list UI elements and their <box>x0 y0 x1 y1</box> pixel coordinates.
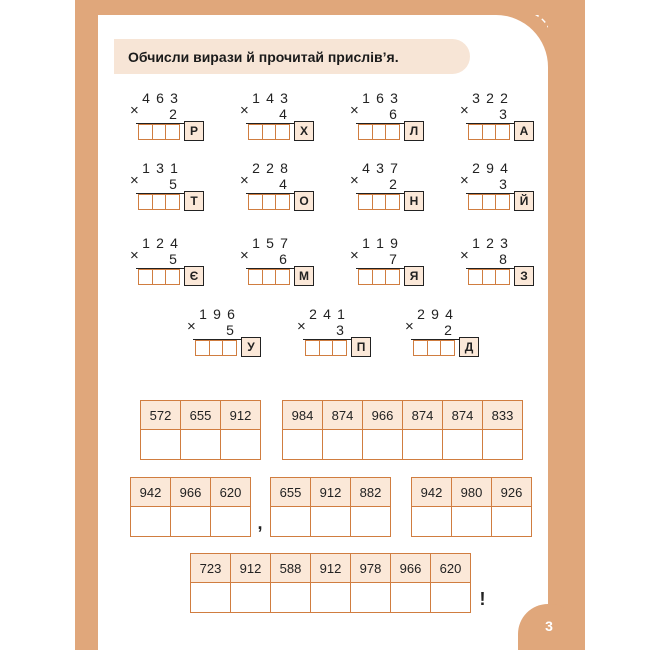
multiplicand-digit: 3 <box>376 160 384 176</box>
number-row <box>412 478 532 507</box>
letter-cell[interactable] <box>431 583 471 613</box>
times-sign: × <box>350 172 359 189</box>
answer-cells <box>358 269 399 285</box>
answer-cell[interactable] <box>222 340 237 356</box>
answer-table <box>270 477 391 537</box>
multiplicand-digit: 6 <box>376 90 384 106</box>
multiplicand-digit: 1 <box>362 235 370 251</box>
answer-table <box>140 400 261 460</box>
multiplication-problem <box>130 160 220 212</box>
times-sign: × <box>460 247 469 264</box>
answer-cell[interactable] <box>165 194 180 210</box>
multiplicand <box>250 235 290 251</box>
times-sign: × <box>130 247 139 264</box>
multiplicand-digit: 3 <box>500 235 508 251</box>
letter-row <box>412 507 532 537</box>
multiplicand <box>140 235 180 251</box>
multiplicand-digit: 1 <box>252 235 260 251</box>
times-sign: × <box>187 318 196 335</box>
answer-cells <box>138 269 179 285</box>
answer-cells <box>138 124 179 140</box>
number-cell: 620 <box>211 478 251 507</box>
letter-cell[interactable] <box>443 430 483 460</box>
letter-box: Д <box>459 337 479 357</box>
letter-cell[interactable] <box>363 430 403 460</box>
letter-cell[interactable] <box>211 507 251 537</box>
answer-cell[interactable] <box>275 194 290 210</box>
multiplicand-digit: 1 <box>362 90 370 106</box>
multiplication-problem <box>240 90 330 142</box>
letter-cell[interactable] <box>131 507 171 537</box>
multiplicand-digit: 3 <box>280 90 288 106</box>
multiplicand <box>415 306 455 322</box>
times-sign: × <box>130 172 139 189</box>
letter-cell[interactable] <box>283 430 323 460</box>
times-sign: × <box>405 318 414 335</box>
answer-cells <box>358 124 399 140</box>
number-cell: 926 <box>492 478 532 507</box>
letter-row <box>191 583 471 613</box>
multiplicand-digit: 6 <box>156 90 164 106</box>
letter-cell[interactable] <box>141 430 181 460</box>
letter-cell[interactable] <box>311 507 351 537</box>
multiplicand-digit: 2 <box>156 235 164 251</box>
times-sign: × <box>350 247 359 264</box>
multiplier: 3 <box>336 322 344 338</box>
multiplication-problem <box>350 160 440 212</box>
number-cell: 655 <box>271 478 311 507</box>
letter-cell[interactable] <box>391 583 431 613</box>
number-row <box>141 401 261 430</box>
multiplication-problem <box>187 306 277 358</box>
multiplicand-digit: 3 <box>472 90 480 106</box>
letter-box: Т <box>184 191 204 211</box>
multiplicand-digit: 2 <box>472 160 480 176</box>
multiplicand-digit: 1 <box>376 235 384 251</box>
multiplicand <box>360 90 400 106</box>
number-cell: 588 <box>271 554 311 583</box>
multiplicand-digit: 7 <box>390 160 398 176</box>
times-sign: × <box>240 102 249 119</box>
number-row <box>271 478 391 507</box>
multiplicand-digit: 2 <box>486 90 494 106</box>
letter-cell[interactable] <box>452 507 492 537</box>
multiplicand-digit: 2 <box>266 160 274 176</box>
letter-box: Н <box>404 191 424 211</box>
answer-cell[interactable] <box>495 269 510 285</box>
answer-cells <box>468 124 509 140</box>
multiplication-problem <box>405 306 495 358</box>
answer-cells <box>248 194 289 210</box>
answer-table <box>411 477 532 537</box>
multiplier: 3 <box>499 106 507 122</box>
times-sign: × <box>297 318 306 335</box>
answer-cell[interactable] <box>165 269 180 285</box>
punctuation-mark: ! <box>479 589 486 609</box>
times-sign: × <box>350 102 359 119</box>
answer-cell[interactable] <box>275 269 290 285</box>
multiplicand-digit: 2 <box>417 306 425 322</box>
number-cell: 912 <box>311 554 351 583</box>
multiplicand-digit: 3 <box>390 90 398 106</box>
answer-cells <box>248 124 289 140</box>
letter-cell[interactable] <box>492 507 532 537</box>
multiplicand-digit: 1 <box>252 90 260 106</box>
number-cell: 833 <box>483 401 523 430</box>
answer-cells <box>358 194 399 210</box>
multiplier: 6 <box>389 106 397 122</box>
multiplication-problem <box>350 235 440 287</box>
multiplicand-digit: 4 <box>362 160 370 176</box>
number-cell: 620 <box>431 554 471 583</box>
multiplicand-digit: 9 <box>390 235 398 251</box>
multiplicand-digit: 1 <box>142 160 150 176</box>
times-sign: × <box>460 102 469 119</box>
multiplier: 3 <box>499 176 507 192</box>
number-cell: 980 <box>452 478 492 507</box>
multiplicand <box>250 90 290 106</box>
letter-row <box>141 430 261 460</box>
multiplier: 2 <box>389 176 397 192</box>
answer-table <box>190 553 471 613</box>
answer-cell[interactable] <box>165 124 180 140</box>
letter-box: П <box>351 337 371 357</box>
letter-cell[interactable] <box>351 583 391 613</box>
answer-cells <box>468 269 509 285</box>
multiplicand-digit: 2 <box>486 235 494 251</box>
multiplicand-digit: 1 <box>170 160 178 176</box>
multiplicand-digit: 4 <box>266 90 274 106</box>
multiplicand-digit: 2 <box>309 306 317 322</box>
multiplier: 5 <box>169 251 177 267</box>
multiplicand-digit: 4 <box>500 160 508 176</box>
letter-cell[interactable] <box>323 430 363 460</box>
answer-cell[interactable] <box>385 124 400 140</box>
multiplicand-digit: 4 <box>142 90 150 106</box>
multiplication-problem <box>297 306 387 358</box>
number-cell: 874 <box>323 401 363 430</box>
number-cell: 978 <box>351 554 391 583</box>
multiplier: 2 <box>444 322 452 338</box>
multiplier: 2 <box>169 106 177 122</box>
letter-box: Р <box>184 121 204 141</box>
answer-cells <box>138 194 179 210</box>
letter-cell[interactable] <box>231 583 271 613</box>
multiplication-problem <box>240 160 330 212</box>
multiplicand-digit: 4 <box>323 306 331 322</box>
answer-cells <box>248 269 289 285</box>
letter-cell[interactable] <box>221 430 261 460</box>
number-row <box>283 401 523 430</box>
number-cell: 912 <box>221 401 261 430</box>
multiplicand <box>197 306 237 322</box>
multiplication-problem <box>350 90 440 142</box>
answer-cell[interactable] <box>495 124 510 140</box>
number-row <box>191 554 471 583</box>
multiplier: 5 <box>169 176 177 192</box>
number-row <box>131 478 251 507</box>
letter-box: Л <box>404 121 424 141</box>
times-sign: × <box>240 172 249 189</box>
multiplicand <box>307 306 347 322</box>
answer-cell[interactable] <box>332 340 347 356</box>
multiplicand <box>470 160 510 176</box>
multiplier: 4 <box>279 106 287 122</box>
number-cell: 966 <box>391 554 431 583</box>
answer-cell[interactable] <box>440 340 455 356</box>
instruction-banner <box>114 39 470 74</box>
number-cell: 966 <box>363 401 403 430</box>
letter-cell[interactable] <box>311 583 351 613</box>
multiplicand <box>360 235 400 251</box>
letter-box: А <box>514 121 534 141</box>
multiplicand-digit: 1 <box>337 306 345 322</box>
multiplicand-digit: 9 <box>431 306 439 322</box>
answer-table <box>282 400 523 460</box>
number-cell: 882 <box>351 478 391 507</box>
multiplicand-digit: 4 <box>445 306 453 322</box>
number-cell: 572 <box>141 401 181 430</box>
multiplicand-digit: 2 <box>252 160 260 176</box>
times-sign: × <box>460 172 469 189</box>
answer-cell[interactable] <box>495 194 510 210</box>
answer-cell[interactable] <box>385 269 400 285</box>
number-cell: 984 <box>283 401 323 430</box>
multiplier: 4 <box>279 176 287 192</box>
letter-row <box>283 430 523 460</box>
number-cell: 874 <box>403 401 443 430</box>
number-cell: 966 <box>171 478 211 507</box>
number-cell: 655 <box>181 401 221 430</box>
multiplicand <box>360 160 400 176</box>
multiplication-problem <box>460 235 550 287</box>
multiplicand <box>470 90 510 106</box>
multiplicand <box>250 160 290 176</box>
number-cell: 912 <box>231 554 271 583</box>
multiplication-problem <box>460 90 550 142</box>
letter-cell[interactable] <box>351 507 391 537</box>
answer-cells <box>468 194 509 210</box>
multiplicand <box>470 235 510 251</box>
multiplier: 6 <box>279 251 287 267</box>
times-sign: × <box>240 247 249 264</box>
multiplication-problem <box>460 160 550 212</box>
letter-box: У <box>241 337 261 357</box>
multiplicand-digit: 5 <box>266 235 274 251</box>
multiplicand-digit: 9 <box>213 306 221 322</box>
letter-cell[interactable] <box>181 430 221 460</box>
multiplier: 5 <box>226 322 234 338</box>
letter-cell[interactable] <box>271 507 311 537</box>
times-sign: × <box>130 102 139 119</box>
letter-box: Я <box>404 266 424 286</box>
letter-box: М <box>294 266 314 286</box>
letter-box: Х <box>294 121 314 141</box>
letter-cell[interactable] <box>483 430 523 460</box>
letter-cell[interactable] <box>171 507 211 537</box>
multiplicand-digit: 3 <box>170 90 178 106</box>
multiplicand-digit: 1 <box>199 306 207 322</box>
multiplicand <box>140 160 180 176</box>
answer-cells <box>195 340 236 356</box>
multiplication-problem <box>240 235 330 287</box>
number-cell: 723 <box>191 554 231 583</box>
letter-box: З <box>514 266 534 286</box>
multiplicand-digit: 3 <box>156 160 164 176</box>
number-cell: 942 <box>131 478 171 507</box>
multiplicand-digit: 4 <box>170 235 178 251</box>
multiplier: 8 <box>499 251 507 267</box>
page-number: 3 <box>545 618 553 634</box>
number-cell: 912 <box>311 478 351 507</box>
punctuation-mark: , <box>257 513 263 533</box>
letter-row <box>131 507 251 537</box>
multiplicand-digit: 8 <box>280 160 288 176</box>
multiplication-problem <box>130 235 220 287</box>
answer-cells <box>413 340 454 356</box>
number-cell: 874 <box>443 401 483 430</box>
letter-box: Й <box>514 191 534 211</box>
multiplicand-digit: 9 <box>486 160 494 176</box>
instruction-text: Обчисли вирази й прочитай прислів’я. <box>128 48 399 65</box>
multiplicand-digit: 2 <box>500 90 508 106</box>
letter-row <box>271 507 391 537</box>
multiplicand-digit: 1 <box>142 235 150 251</box>
multiplicand-digit: 7 <box>280 235 288 251</box>
answer-cells <box>305 340 346 356</box>
multiplicand-digit: 1 <box>472 235 480 251</box>
multiplication-problem <box>130 90 220 142</box>
answer-cell[interactable] <box>275 124 290 140</box>
answer-table <box>130 477 251 537</box>
letter-cell[interactable] <box>271 583 311 613</box>
multiplier: 7 <box>389 251 397 267</box>
multiplicand <box>140 90 180 106</box>
answer-cell[interactable] <box>385 194 400 210</box>
letter-box: Є <box>184 266 204 286</box>
multiplicand-digit: 6 <box>227 306 235 322</box>
letter-cell[interactable] <box>403 430 443 460</box>
letter-cell[interactable] <box>191 583 231 613</box>
letter-cell[interactable] <box>412 507 452 537</box>
letter-box: О <box>294 191 314 211</box>
number-cell: 942 <box>412 478 452 507</box>
